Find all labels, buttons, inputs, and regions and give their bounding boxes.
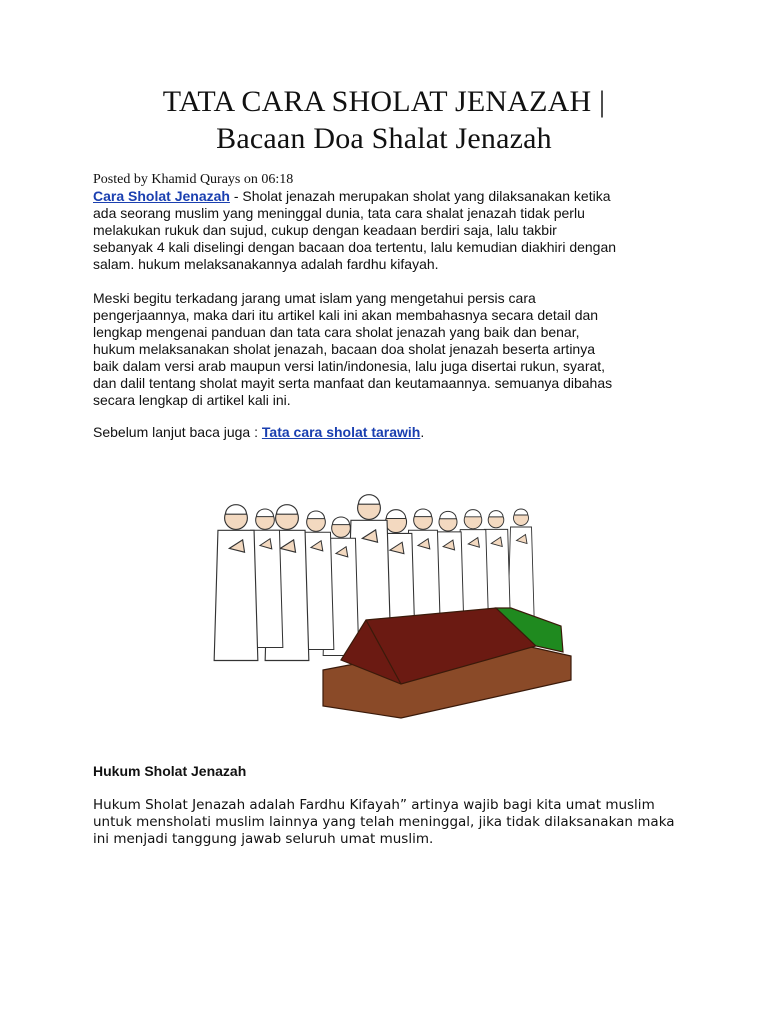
intro-paragraph: [93, 188, 693, 273]
para2-line-5: baik dalam versi arab maupun versi latin/indonesia, lalu juga disertai rukun, syarat,: [93, 358, 606, 374]
intro-line-1: [93, 188, 693, 205]
intro-line-5: salam. hukum melaksanakannya adalah fardhu kifayah.: [93, 256, 439, 272]
section-line-1: Hukum Sholat Jenazah adalah Fardhu Kifayah” artinya wajib bagi kita umat muslim: [93, 797, 655, 813]
section-line-2: untuk mensholati muslim lainnya yang telah meninggal, jika tidak dilaksanakan maka: [93, 814, 675, 830]
para2-line-2: pengerjaannya, maka dari itu artikel kali ini akan membahasnya secara detail dan: [93, 307, 599, 323]
para2-line-3: lengkap mengenai panduan dan tata cara sholat jenazah yang baik dan benar,: [93, 324, 580, 340]
cara-sholat-jenazah-link[interactable]: Cara Sholat Jenazah: [93, 188, 230, 204]
intro-line-1-rest: - Sholat jenazah merupakan sholat yang dilaksanakan ketika: [229, 188, 611, 204]
section-line-3: ini menjadi tanggung jawab seluruh umat muslim.: [93, 831, 434, 847]
para2-line-4: hukum melaksanakan sholat jenazah, bacaan doa sholat jenazah beserta artinya: [93, 341, 595, 357]
para2-line-6: dan dalil tentang sholat mayit serta manfaat dan keutamaannya. semuanya dibahas: [93, 375, 613, 391]
intro-line-3: melakukan rukuk dan sujud, cukup dengan keadaan berdiri saja, lalu takbir: [93, 222, 557, 238]
section-paragraph: [93, 797, 693, 848]
para2-line-7: secara lengkap di artikel kali ini.: [93, 392, 291, 408]
para2-line-1: Meski begitu terkadang jarang umat islam yang mengetahui persis cara: [93, 290, 536, 306]
see-also-line: [93, 424, 693, 441]
post-meta: Posted by Khamid Qurays on 06:18: [93, 172, 294, 187]
see-also-suffix: .: [420, 424, 425, 440]
page-title-line-1: TATA CARA SHOLAT JENAZAH |: [162, 85, 606, 118]
see-also-prefix: Sebelum lanjut baca juga :: [93, 424, 262, 440]
intro-line-4: sebanyak 4 kali diselingi dengan bacaan doa tertentu, lalu kemudian diakhiri dengan: [93, 239, 617, 255]
intro-line-2: ada seorang muslim yang meninggal dunia, tata cara shalat jenazah tidak perlu: [93, 205, 585, 221]
funeral-prayer-illustration: [191, 470, 575, 726]
tata-cara-sholat-tarawih-link[interactable]: Tata cara sholat tarawih: [261, 424, 421, 440]
second-paragraph: [93, 290, 693, 409]
section-heading: Hukum Sholat Jenazah: [93, 763, 247, 779]
see-also-paragraph: [93, 424, 693, 441]
page-title-line-2: Bacaan Doa Shalat Jenazah: [216, 122, 552, 155]
